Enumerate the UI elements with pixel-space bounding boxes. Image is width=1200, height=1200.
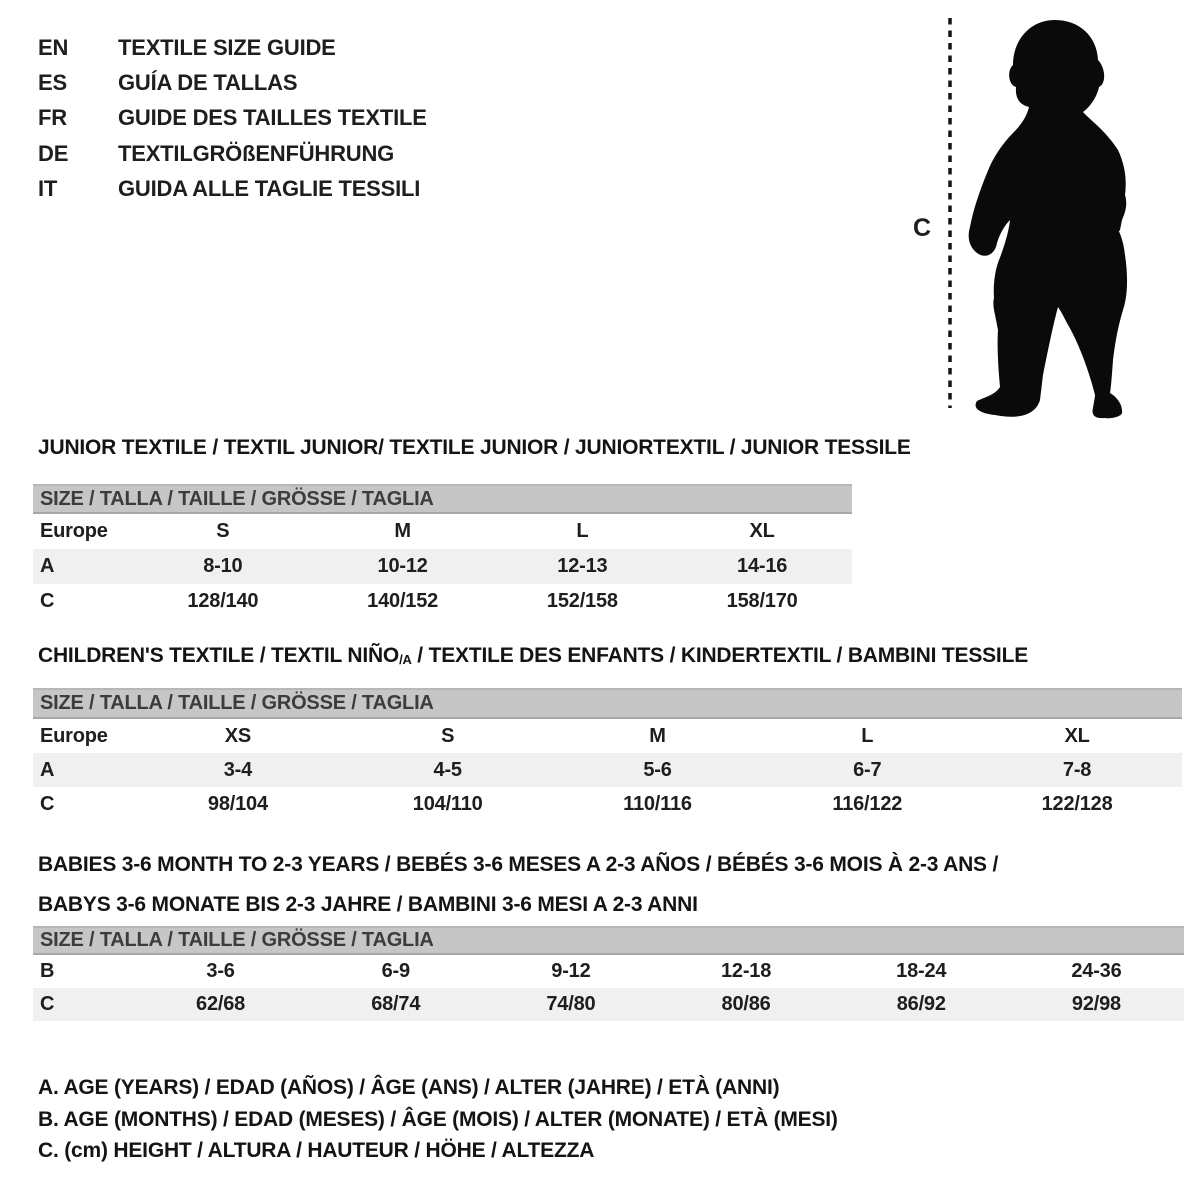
babies-section-title — [38, 845, 998, 925]
value-cell: 5-6 — [643, 758, 672, 781]
junior-size-table — [33, 484, 852, 619]
lang-code: FR — [38, 105, 67, 131]
value-cell: 92/98 — [1071, 993, 1121, 1015]
language-title-list — [38, 30, 427, 206]
value-cell: 122/128 — [1041, 792, 1113, 815]
lang-row-en — [38, 30, 427, 65]
table-row-height — [33, 988, 1184, 1021]
value-cell: 3-6 — [206, 960, 235, 982]
value-cell: 18-24 — [896, 960, 947, 982]
value-cell: 24-36 — [1071, 960, 1122, 982]
value-cell: 7-8 — [1062, 758, 1092, 781]
row-label-cell: C — [40, 993, 55, 1015]
row-label-cell: B — [40, 960, 55, 982]
size-header-bar: SIZE / TALLA / TAILLE / GRÖSSE / TAGLIA — [33, 926, 1184, 955]
value-cell: 4-5 — [433, 758, 462, 781]
height-measure-label: C — [913, 214, 932, 242]
row-label-cell: A — [40, 555, 55, 577]
value-cell: 98/104 — [207, 792, 268, 815]
lang-row-de — [38, 136, 427, 171]
babies-size-table — [33, 926, 1184, 1021]
table-row-europe — [33, 719, 1182, 753]
table-row-months — [33, 955, 1184, 988]
toddler-silhouette-image — [940, 10, 1155, 425]
babies-title-line2: BABYS 3-6 MONATE BIS 2-3 JAHRE / BAMBINI 3-6 MESI A 2-3 ANNI — [38, 893, 698, 916]
junior-section-title: JUNIOR TEXTILE / TEXTIL JUNIOR/ TEXTILE JUNIOR / JUNIORTEXTIL / JUNIOR TESSILE — [38, 436, 911, 459]
size-cell: S — [216, 520, 230, 542]
value-cell: 6-7 — [853, 758, 882, 781]
value-cell: 104/110 — [412, 792, 483, 815]
legend-line-b: B. AGE (MONTHS) / EDAD (MESES) / ÂGE (MOIS) / ALTER (MONATE) / ETÀ (MESI) — [38, 1107, 838, 1131]
lang-label: GUIDA ALLE TAGLIE TESSILI — [118, 175, 421, 201]
value-cell: 74/80 — [546, 993, 596, 1015]
row-label-cell: A — [40, 758, 55, 781]
legend-line-a: A. AGE (YEARS) / EDAD (AÑOS) / ÂGE (ANS) / ALTER (JAHRE) / ETÀ (ANNI) — [38, 1076, 780, 1099]
size-header-bar: SIZE / TALLA / TAILLE / GRÖSSE / TAGLIA — [33, 484, 852, 514]
lang-label: TEXTILGRÖßENFÜHRUNG — [118, 140, 395, 166]
toddler-silhouette-icon — [969, 20, 1127, 418]
size-cell: XS — [224, 724, 252, 747]
size-cell: S — [441, 724, 455, 747]
table-row-age — [33, 549, 852, 584]
row-label-cell: Europe — [40, 724, 108, 747]
table-row-age — [33, 753, 1182, 787]
size-header-bar: SIZE / TALLA / TAILLE / GRÖSSE / TAGLIA — [33, 688, 1182, 719]
children-section-title — [38, 644, 1028, 668]
size-cell: M — [394, 520, 411, 542]
babies-title-line1: BABIES 3-6 MONTH TO 2-3 YEARS / BEBÉS 3-6 MESES A 2-3 AÑOS / BÉBÉS 3-6 MOIS À 2-3 ANS / — [38, 853, 999, 876]
lang-code: IT — [38, 175, 58, 201]
value-cell: 62/68 — [196, 993, 246, 1015]
size-cell: XL — [749, 520, 775, 542]
value-cell: 86/92 — [896, 993, 946, 1015]
row-label-cell: C — [40, 590, 55, 612]
measure-legend — [38, 1072, 838, 1167]
children-title-pre: CHILDREN'S TEXTILE / TEXTIL NIÑO — [38, 644, 400, 667]
value-cell: 12-13 — [557, 555, 608, 577]
value-cell: 68/74 — [371, 993, 421, 1015]
value-cell: 80/86 — [721, 993, 771, 1015]
lang-label: TEXTILE SIZE GUIDE — [118, 34, 336, 60]
value-cell: 152/158 — [546, 590, 618, 612]
value-cell: 12-18 — [721, 960, 772, 982]
lang-row-fr — [38, 101, 427, 136]
value-cell: 10-12 — [377, 555, 428, 577]
lang-label: GUIDE DES TAILLES TEXTILE — [118, 105, 427, 131]
size-cell: XL — [1064, 724, 1090, 747]
children-size-table — [33, 688, 1182, 821]
row-label-cell: Europe — [40, 520, 108, 542]
legend-line-c: C. (cm) HEIGHT / ALTURA / HAUTEUR / HÖHE / ALTEZZA — [38, 1139, 595, 1162]
value-cell: 9-12 — [551, 960, 591, 982]
size-cell: L — [861, 724, 874, 747]
lang-label: GUÍA DE TALLAS — [118, 69, 298, 95]
lang-code: EN — [38, 34, 69, 60]
lang-code: ES — [38, 69, 67, 95]
lang-row-es — [38, 65, 427, 100]
value-cell: 14-16 — [737, 555, 788, 577]
value-cell: 110/116 — [623, 792, 692, 815]
row-label-cell: C — [40, 792, 55, 815]
value-cell: 3-4 — [223, 758, 253, 781]
value-cell: 128/140 — [187, 590, 259, 612]
size-cell: M — [649, 724, 666, 747]
value-cell: 158/170 — [726, 590, 798, 612]
table-row-europe — [33, 514, 852, 549]
value-cell: 140/152 — [367, 590, 439, 612]
lang-row-it — [38, 171, 427, 206]
size-cell: L — [576, 520, 589, 542]
children-title-sub: /A — [399, 652, 412, 667]
value-cell: 116/122 — [832, 792, 903, 815]
table-row-height — [33, 787, 1182, 821]
lang-code: DE — [38, 140, 69, 166]
value-cell: 8-10 — [203, 555, 243, 577]
children-title-post: / TEXTILE DES ENFANTS / KINDERTEXTIL / BAMBINI TESSILE — [411, 644, 1029, 667]
value-cell: 6-9 — [381, 960, 410, 982]
table-row-height — [33, 584, 852, 619]
